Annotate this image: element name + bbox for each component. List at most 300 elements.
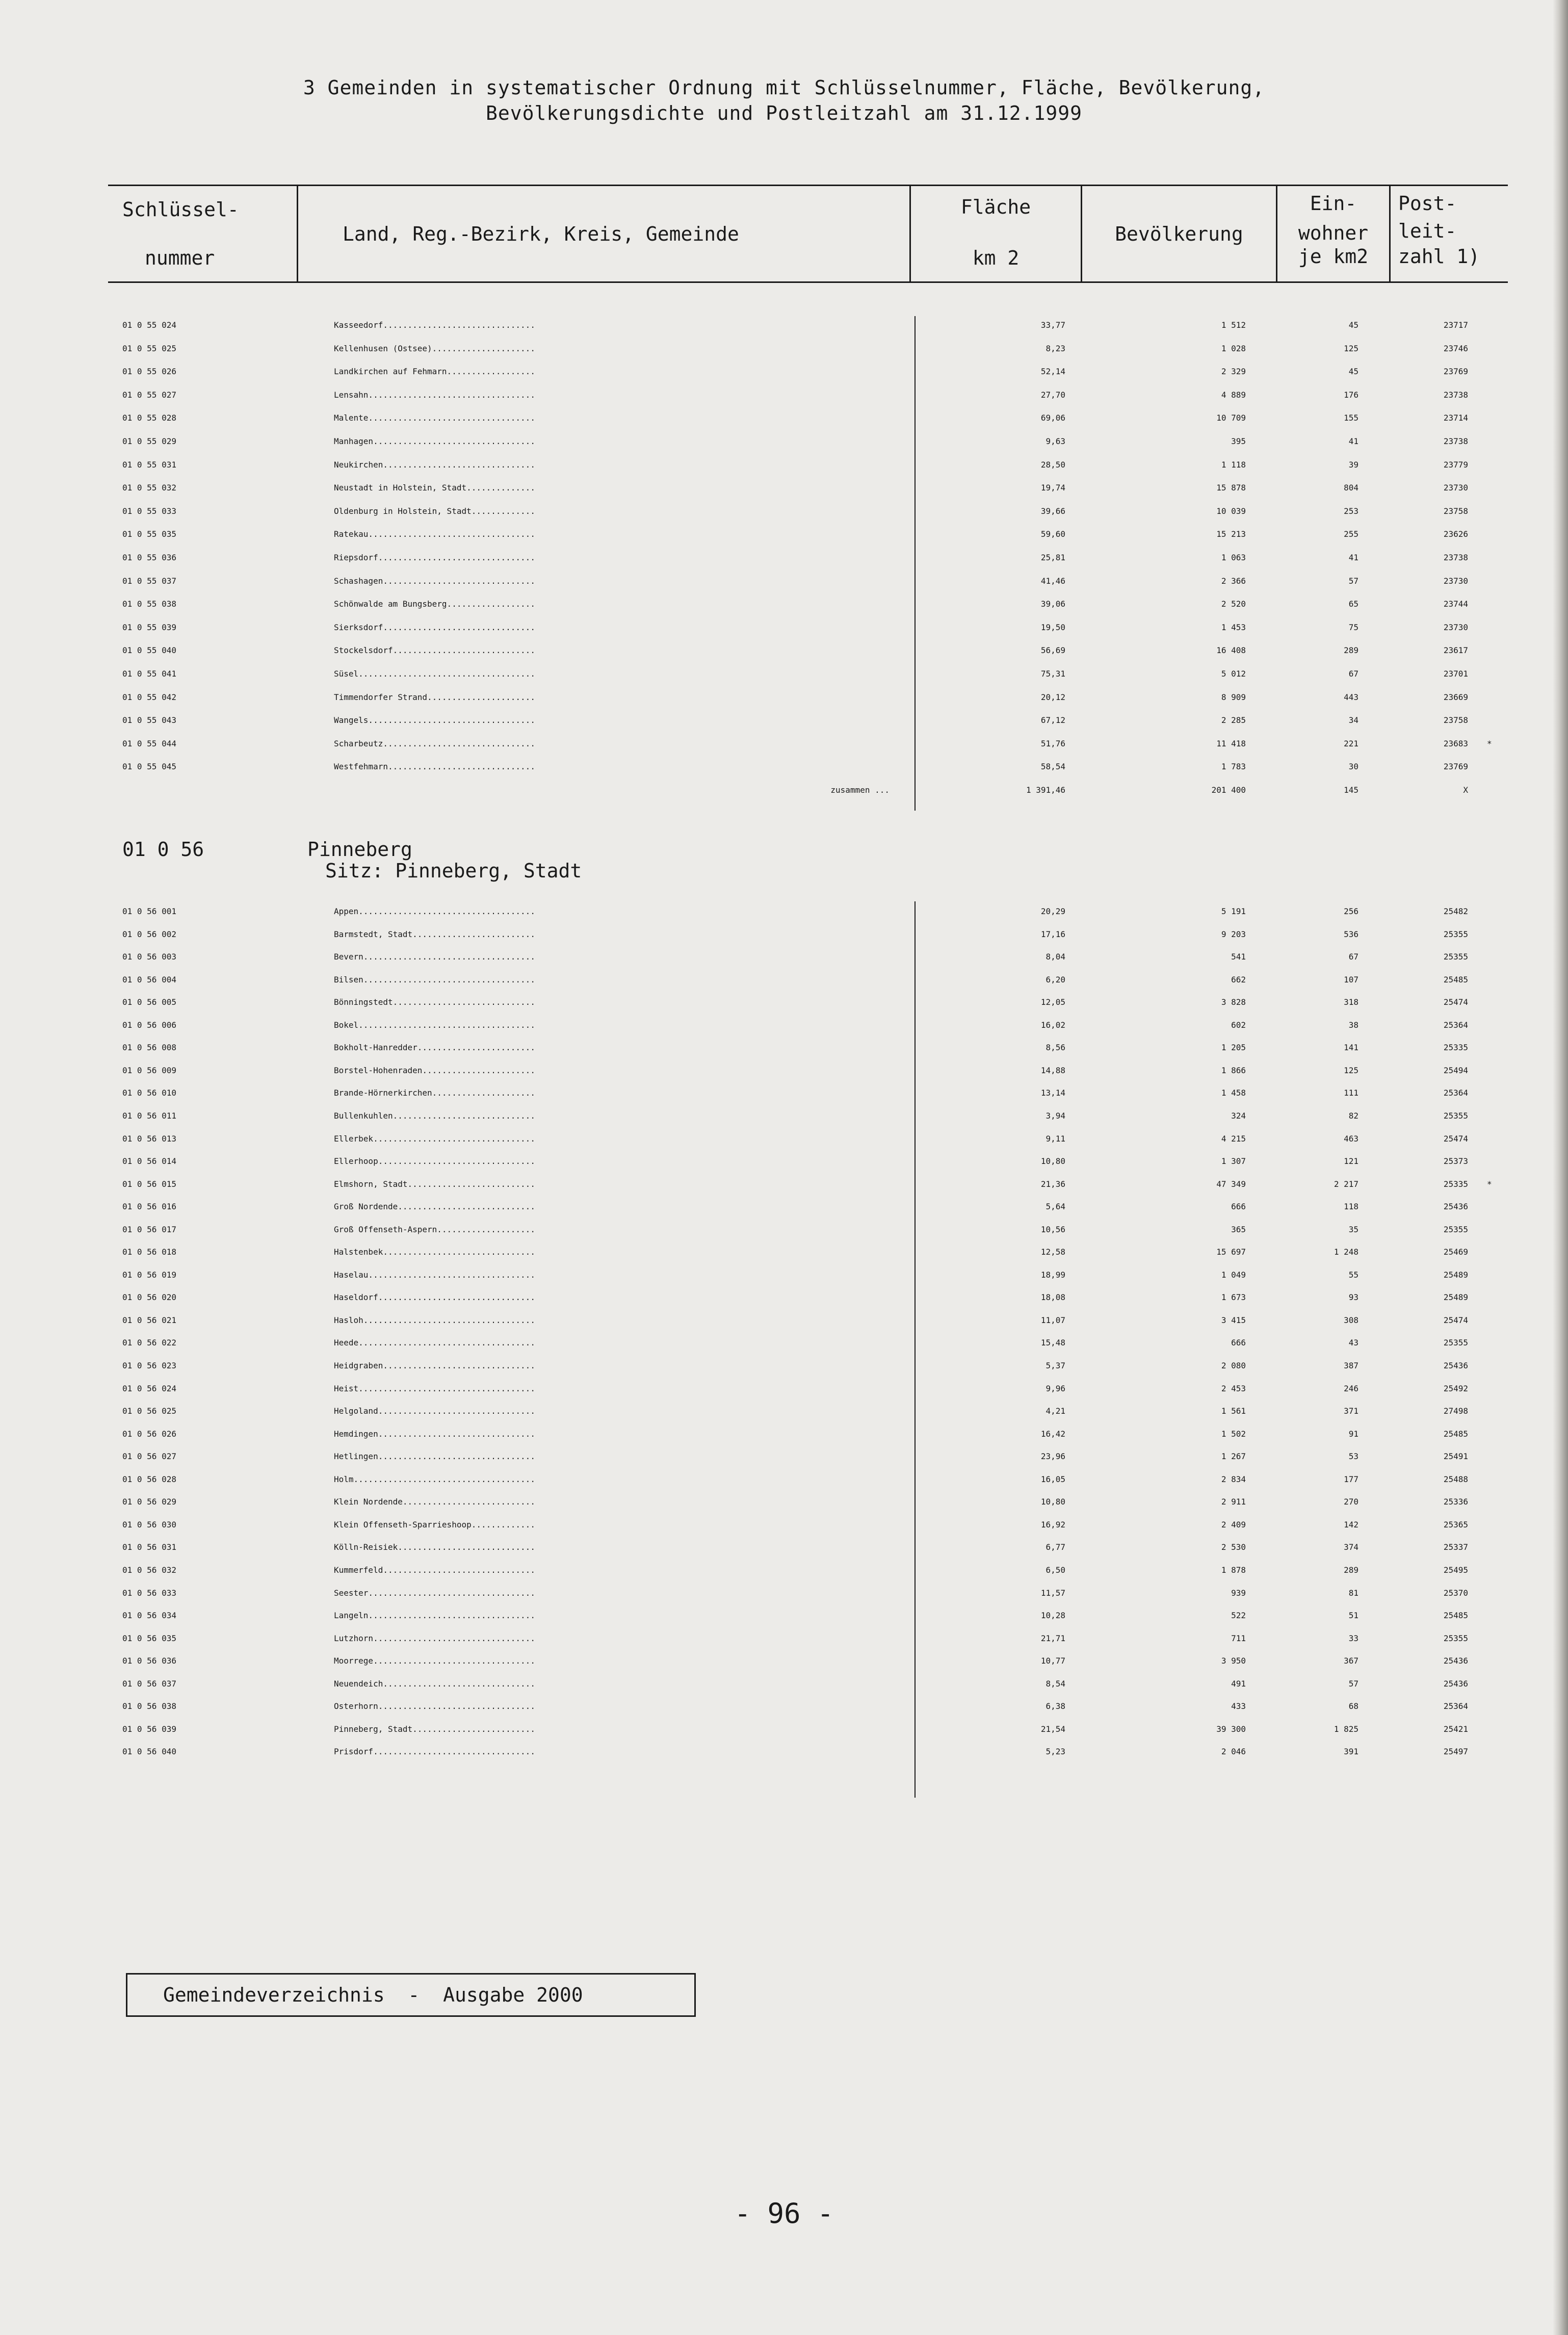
total-density: 145 — [1344, 785, 1358, 795]
key-cell: 01 0 56 014 — [122, 1156, 176, 1166]
key-cell: 01 0 56 018 — [122, 1247, 176, 1257]
area-cell: 11,07 — [1040, 1315, 1065, 1325]
population-cell: 9 203 — [1221, 929, 1246, 939]
population-cell: 4 889 — [1221, 390, 1246, 400]
key-cell: 01 0 55 045 — [122, 762, 176, 772]
density-cell: 121 — [1344, 1156, 1358, 1166]
population-cell: 1 512 — [1221, 320, 1246, 330]
key-cell: 01 0 55 025 — [122, 343, 176, 353]
population-cell: 1 673 — [1221, 1292, 1246, 1303]
header-divider — [297, 185, 298, 283]
name-cell: Barmstedt, Stadt......................... — [334, 929, 535, 939]
postcode-cell: 25489 — [1443, 1292, 1468, 1303]
area-cell: 58,54 — [1040, 762, 1065, 772]
key-cell: 01 0 56 040 — [122, 1747, 176, 1757]
postcode-cell: 23714 — [1443, 413, 1468, 423]
population-cell: 2 285 — [1221, 715, 1246, 725]
population-cell: 16 408 — [1216, 645, 1246, 656]
area-cell: 75,31 — [1040, 669, 1065, 679]
postcode-cell: 27498 — [1443, 1406, 1468, 1416]
postcode-cell: 25335 — [1443, 1179, 1468, 1189]
population-cell: 39 300 — [1216, 1724, 1246, 1734]
key-cell: 01 0 55 032 — [122, 483, 176, 493]
postcode-cell: 25364 — [1443, 1088, 1468, 1098]
postcode-cell: 25364 — [1443, 1020, 1468, 1030]
population-cell: 3 415 — [1221, 1315, 1246, 1325]
density-cell: 38 — [1348, 1020, 1358, 1030]
population-cell: 1 453 — [1221, 622, 1246, 632]
key-cell: 01 0 55 024 — [122, 320, 176, 330]
key-cell: 01 0 56 027 — [122, 1451, 176, 1462]
postcode-cell: 23730 — [1443, 622, 1468, 632]
name-cell: Lutzhorn................................. — [334, 1633, 535, 1643]
postcode-cell: 25482 — [1443, 906, 1468, 916]
page-title-line-2: Bevölkerungsdichte und Postleitzahl am 31.12.1999 — [485, 102, 1083, 124]
area-cell: 21,36 — [1040, 1179, 1065, 1189]
table-row — [0, 1104, 1568, 1128]
area-cell: 10,80 — [1040, 1156, 1065, 1166]
key-cell: 01 0 56 016 — [122, 1202, 176, 1212]
density-cell: 253 — [1344, 506, 1358, 516]
table-row — [0, 1309, 1568, 1332]
area-cell: 17,16 — [1040, 929, 1065, 939]
population-cell: 1 783 — [1221, 762, 1246, 772]
postcode-cell: 23617 — [1443, 645, 1468, 656]
area-cell: 9,96 — [1046, 1383, 1065, 1393]
table-row — [0, 360, 1568, 383]
population-cell: 2 366 — [1221, 576, 1246, 586]
table-row — [0, 1604, 1568, 1627]
population-cell: 541 — [1231, 952, 1246, 962]
population-cell: 711 — [1231, 1633, 1246, 1643]
area-cell: 18,08 — [1040, 1292, 1065, 1303]
key-cell: 01 0 55 037 — [122, 576, 176, 586]
name-cell: Bilsen................................... — [334, 974, 535, 984]
population-cell: 2 911 — [1221, 1497, 1246, 1507]
postcode-cell: 23730 — [1443, 576, 1468, 586]
area-cell: 18,99 — [1040, 1269, 1065, 1280]
density-cell: 45 — [1348, 367, 1358, 377]
density-cell: 1 825 — [1334, 1724, 1358, 1734]
header-flaeche-1: Fläche — [960, 196, 1031, 218]
density-cell: 33 — [1348, 1633, 1358, 1643]
postcode-cell: 25421 — [1443, 1724, 1468, 1734]
density-cell: 1 248 — [1334, 1247, 1358, 1257]
population-cell: 1 307 — [1221, 1156, 1246, 1166]
density-cell: 463 — [1344, 1133, 1358, 1144]
population-cell: 3 950 — [1221, 1656, 1246, 1666]
name-cell: Kummerfeld............................... — [334, 1565, 535, 1575]
postcode-cell: 23738 — [1443, 436, 1468, 446]
key-cell: 01 0 55 028 — [122, 413, 176, 423]
table-row — [0, 1468, 1568, 1491]
postcode-cell: 25474 — [1443, 997, 1468, 1007]
population-cell: 1 502 — [1221, 1429, 1246, 1439]
density-cell: 111 — [1344, 1088, 1358, 1098]
postcode-cell: 25485 — [1443, 1429, 1468, 1439]
population-cell: 1 458 — [1221, 1088, 1246, 1098]
area-cell: 39,66 — [1040, 506, 1065, 516]
name-cell: Bokel.................................... — [334, 1020, 535, 1030]
population-cell: 11 418 — [1216, 738, 1246, 748]
population-cell: 1 267 — [1221, 1451, 1246, 1462]
area-cell: 11,57 — [1040, 1588, 1065, 1598]
header-divider — [1389, 185, 1391, 283]
key-cell: 01 0 56 026 — [122, 1429, 176, 1439]
key-cell: 01 0 56 033 — [122, 1588, 176, 1598]
key-cell: 01 0 56 009 — [122, 1065, 176, 1075]
population-cell: 433 — [1231, 1701, 1246, 1711]
area-cell: 59,60 — [1040, 529, 1065, 539]
area-cell: 10,80 — [1040, 1497, 1065, 1507]
postcode-cell: 25494 — [1443, 1065, 1468, 1075]
name-cell: Neuendeich............................... — [334, 1678, 535, 1689]
population-cell: 3 828 — [1221, 997, 1246, 1007]
population-cell: 666 — [1231, 1338, 1246, 1348]
district-seat: Sitz: Pinneberg, Stadt — [325, 860, 582, 882]
name-cell: Brande-Hörnerkirchen..................... — [334, 1088, 535, 1098]
name-cell: Moorrege................................. — [334, 1656, 535, 1666]
table-row — [0, 337, 1568, 360]
density-cell: 118 — [1344, 1202, 1358, 1212]
table-row — [0, 1377, 1568, 1400]
area-cell: 19,74 — [1040, 483, 1065, 493]
area-cell: 5,64 — [1046, 1202, 1065, 1212]
name-cell: Schönwalde am Bungsberg.................. — [334, 599, 535, 609]
header-schluessel-2: nummer — [145, 247, 215, 269]
population-cell: 5 191 — [1221, 906, 1246, 916]
density-cell: 177 — [1344, 1474, 1358, 1484]
postcode-cell: 25497 — [1443, 1747, 1468, 1757]
density-cell: 81 — [1348, 1588, 1358, 1598]
postcode-cell: 25469 — [1443, 1247, 1468, 1257]
total-row — [0, 779, 1568, 802]
density-cell: 125 — [1344, 343, 1358, 353]
key-cell: 01 0 55 040 — [122, 645, 176, 656]
postcode-cell: 25485 — [1443, 974, 1468, 984]
population-cell: 324 — [1231, 1110, 1246, 1121]
area-cell: 23,96 — [1040, 1451, 1065, 1462]
density-cell: 125 — [1344, 1065, 1358, 1075]
table-row — [0, 1081, 1568, 1105]
name-cell: Langeln.................................. — [334, 1611, 535, 1621]
key-cell: 01 0 56 028 — [122, 1474, 176, 1484]
name-cell: Prisdorf................................. — [334, 1747, 535, 1757]
area-cell: 6,38 — [1046, 1701, 1065, 1711]
density-cell: 804 — [1344, 483, 1358, 493]
density-cell: 57 — [1348, 576, 1358, 586]
population-cell: 2 453 — [1221, 1383, 1246, 1393]
density-cell: 318 — [1344, 997, 1358, 1007]
area-cell: 6,20 — [1046, 974, 1065, 984]
header-top-rule — [108, 185, 1508, 186]
key-cell: 01 0 56 008 — [122, 1043, 176, 1053]
key-cell: 01 0 56 023 — [122, 1361, 176, 1370]
postcode-cell: 25436 — [1443, 1656, 1468, 1666]
density-cell: 155 — [1344, 413, 1358, 423]
name-cell: Sierksdorf............................... — [334, 622, 535, 632]
name-cell: Neukirchen............................... — [334, 459, 535, 470]
header-flaeche-2: km 2 — [972, 247, 1020, 269]
key-cell: 01 0 56 019 — [122, 1269, 176, 1280]
table-row — [0, 1445, 1568, 1468]
table-row — [0, 1218, 1568, 1241]
district-key: 01 0 56 — [122, 838, 204, 861]
postcode-cell: 25335 — [1443, 1043, 1468, 1053]
area-cell: 21,54 — [1040, 1724, 1065, 1734]
area-cell: 33,77 — [1040, 320, 1065, 330]
name-cell: Elmshorn, Stadt.......................... — [334, 1179, 535, 1189]
table-row — [0, 1513, 1568, 1537]
key-cell: 01 0 56 020 — [122, 1292, 176, 1303]
header-name: Land, Reg.-Bezirk, Kreis, Gemeinde — [343, 223, 739, 245]
density-cell: 255 — [1344, 529, 1358, 539]
key-cell: 01 0 56 034 — [122, 1611, 176, 1621]
table-row — [0, 1399, 1568, 1423]
population-cell: 395 — [1231, 436, 1246, 446]
population-cell: 2 409 — [1221, 1519, 1246, 1529]
table-row — [0, 569, 1568, 593]
name-cell: Ratekau.................................. — [334, 529, 535, 539]
name-cell: Stockelsdorf............................. — [334, 645, 535, 656]
postcode-cell: 23730 — [1443, 483, 1468, 493]
population-cell: 1 118 — [1221, 459, 1246, 470]
area-cell: 56,69 — [1040, 645, 1065, 656]
density-cell: 367 — [1344, 1656, 1358, 1666]
area-cell: 69,06 — [1040, 413, 1065, 423]
population-cell: 2 520 — [1221, 599, 1246, 609]
table-row — [0, 500, 1568, 523]
table-row — [0, 1354, 1568, 1378]
header-schluessel-1: Schlüssel- — [122, 198, 239, 221]
name-cell: Appen.................................... — [334, 906, 535, 916]
population-cell: 1 866 — [1221, 1065, 1246, 1075]
table-row — [0, 1059, 1568, 1082]
population-cell: 1 205 — [1221, 1043, 1246, 1053]
area-cell: 4,21 — [1046, 1406, 1065, 1416]
density-cell: 270 — [1344, 1497, 1358, 1507]
key-cell: 01 0 55 043 — [122, 715, 176, 725]
area-cell: 9,63 — [1046, 436, 1065, 446]
key-cell: 01 0 56 036 — [122, 1656, 176, 1666]
population-cell: 10 709 — [1216, 413, 1246, 423]
table-row — [0, 1014, 1568, 1037]
postcode-cell: 25355 — [1443, 1633, 1468, 1643]
area-cell: 27,70 — [1040, 390, 1065, 400]
table-row — [0, 968, 1568, 992]
table-row — [0, 1627, 1568, 1650]
density-cell: 221 — [1344, 738, 1358, 748]
name-cell: Heede.................................... — [334, 1338, 535, 1348]
area-cell: 8,56 — [1046, 1043, 1065, 1053]
key-cell: 01 0 56 038 — [122, 1701, 176, 1711]
key-cell: 01 0 56 032 — [122, 1565, 176, 1575]
density-cell: 57 — [1348, 1678, 1358, 1689]
total-postcode: X — [1463, 785, 1468, 795]
key-cell: 01 0 56 037 — [122, 1678, 176, 1689]
table-row — [0, 1263, 1568, 1287]
key-cell: 01 0 55 044 — [122, 738, 176, 748]
area-cell: 8,04 — [1046, 952, 1065, 962]
table-row — [0, 592, 1568, 616]
density-cell: 55 — [1348, 1269, 1358, 1280]
key-cell: 01 0 56 004 — [122, 974, 176, 984]
name-cell: Borstel-Hohenraden....................... — [334, 1065, 535, 1075]
population-cell: 10 039 — [1216, 506, 1246, 516]
table-row — [0, 406, 1568, 430]
density-cell: 536 — [1344, 929, 1358, 939]
name-cell: Timmendorfer Strand...................... — [334, 692, 535, 702]
name-cell: Neustadt in Holstein, Stadt.............. — [334, 483, 535, 493]
density-cell: 308 — [1344, 1315, 1358, 1325]
postcode-cell: 23769 — [1443, 367, 1468, 377]
area-cell: 41,46 — [1040, 576, 1065, 586]
density-cell: 142 — [1344, 1519, 1358, 1529]
area-cell: 67,12 — [1040, 715, 1065, 725]
header-bevoelkerung: Bevölkerung — [1115, 223, 1243, 245]
postcode-cell: 25436 — [1443, 1202, 1468, 1212]
area-cell: 51,76 — [1040, 738, 1065, 748]
table-row — [0, 546, 1568, 569]
postcode-cell: 25485 — [1443, 1611, 1468, 1621]
postcode-cell: 25336 — [1443, 1497, 1468, 1507]
density-cell: 176 — [1344, 390, 1358, 400]
population-cell: 2 834 — [1221, 1474, 1246, 1484]
population-cell: 47 349 — [1216, 1179, 1246, 1189]
area-cell: 13,14 — [1040, 1088, 1065, 1098]
postcode-cell: 23669 — [1443, 692, 1468, 702]
density-cell: 35 — [1348, 1224, 1358, 1234]
header-plz-2: leit- — [1398, 220, 1457, 242]
postcode-cell: 25355 — [1443, 929, 1468, 939]
name-cell: Groß Offenseth-Aspern.................... — [334, 1224, 535, 1234]
population-cell: 522 — [1231, 1611, 1246, 1621]
area-cell: 10,56 — [1040, 1224, 1065, 1234]
density-cell: 53 — [1348, 1451, 1358, 1462]
density-cell: 246 — [1344, 1383, 1358, 1393]
key-cell: 01 0 56 025 — [122, 1406, 176, 1416]
key-cell: 01 0 56 005 — [122, 997, 176, 1007]
postcode-cell: 25337 — [1443, 1542, 1468, 1552]
name-cell: Holm..................................... — [334, 1474, 535, 1484]
name-cell: Haselau.................................. — [334, 1269, 535, 1280]
density-cell: 443 — [1344, 692, 1358, 702]
table-row — [0, 314, 1568, 337]
name-cell: Hasloh................................... — [334, 1315, 535, 1325]
density-cell: 34 — [1348, 715, 1358, 725]
area-cell: 25,81 — [1040, 553, 1065, 562]
name-cell: Kölln-Reisiek............................ — [334, 1542, 535, 1552]
name-cell: Hetlingen................................ — [334, 1451, 535, 1462]
key-cell: 01 0 56 011 — [122, 1110, 176, 1121]
area-cell: 8,23 — [1046, 343, 1065, 353]
density-cell: 256 — [1344, 906, 1358, 916]
area-cell: 19,50 — [1040, 622, 1065, 632]
name-cell: Oldenburg in Holstein, Stadt............. — [334, 506, 535, 516]
population-cell: 666 — [1231, 1202, 1246, 1212]
key-cell: 01 0 55 029 — [122, 436, 176, 446]
area-cell: 6,77 — [1046, 1542, 1065, 1552]
name-cell: Heist.................................... — [334, 1383, 535, 1393]
name-cell: Scharbeutz............................... — [334, 738, 535, 748]
area-cell: 20,12 — [1040, 692, 1065, 702]
postcode-cell: 25489 — [1443, 1269, 1468, 1280]
table-row — [0, 1695, 1568, 1718]
area-cell: 20,29 — [1040, 906, 1065, 916]
footnote-marker: * — [1487, 738, 1492, 748]
postcode-cell: 23746 — [1443, 343, 1468, 353]
density-cell: 65 — [1348, 599, 1358, 609]
header-bottom-rule — [108, 281, 1508, 283]
population-cell: 939 — [1231, 1588, 1246, 1598]
key-cell: 01 0 55 041 — [122, 669, 176, 679]
name-cell: Süsel.................................... — [334, 669, 535, 679]
area-cell: 12,05 — [1040, 997, 1065, 1007]
population-cell: 365 — [1231, 1224, 1246, 1234]
postcode-cell: 25436 — [1443, 1361, 1468, 1370]
table-row — [0, 1286, 1568, 1309]
density-cell: 68 — [1348, 1701, 1358, 1711]
density-cell: 39 — [1348, 459, 1358, 470]
area-cell: 12,58 — [1040, 1247, 1065, 1257]
population-cell: 2 046 — [1221, 1747, 1246, 1757]
table-row — [0, 1649, 1568, 1673]
table-row — [0, 1036, 1568, 1059]
page-title-line-1: 3 Gemeinden in systematischer Ordnung mit Schlüsselnummer, Fläche, Bevölkerung, — [303, 76, 1265, 99]
postcode-cell: 25355 — [1443, 952, 1468, 962]
table-row — [0, 1173, 1568, 1196]
name-cell: Osterhorn................................ — [334, 1701, 535, 1711]
area-cell: 3,94 — [1046, 1110, 1065, 1121]
key-cell: 01 0 55 033 — [122, 506, 176, 516]
area-cell: 8,54 — [1046, 1678, 1065, 1689]
name-cell: Halstenbek............................... — [334, 1247, 535, 1257]
name-cell: Schashagen............................... — [334, 576, 535, 586]
table-row — [0, 383, 1568, 407]
population-cell: 15 213 — [1216, 529, 1246, 539]
density-cell: 30 — [1348, 762, 1358, 772]
density-cell: 391 — [1344, 1747, 1358, 1757]
table-row — [0, 616, 1568, 639]
name-cell: Hemdingen................................ — [334, 1429, 535, 1439]
population-cell: 15 697 — [1216, 1247, 1246, 1257]
postcode-cell: 23758 — [1443, 506, 1468, 516]
key-cell: 01 0 55 038 — [122, 599, 176, 609]
name-cell: Bokholt-Hanredder........................ — [334, 1043, 535, 1053]
population-cell: 491 — [1231, 1678, 1246, 1689]
key-cell: 01 0 56 002 — [122, 929, 176, 939]
name-cell: Westfehmarn.............................. — [334, 762, 535, 772]
table-row — [0, 923, 1568, 946]
postcode-cell: 25488 — [1443, 1474, 1468, 1484]
name-cell: Ellerbek................................. — [334, 1133, 535, 1144]
density-cell: 45 — [1348, 320, 1358, 330]
header-plz-1: Post- — [1398, 192, 1457, 215]
table-row — [0, 709, 1568, 732]
table-row — [0, 1718, 1568, 1741]
postcode-cell: 23717 — [1443, 320, 1468, 330]
postcode-cell: 25370 — [1443, 1588, 1468, 1598]
name-cell: Heidgraben............................... — [334, 1361, 535, 1370]
postcode-cell: 25355 — [1443, 1224, 1468, 1234]
key-cell: 01 0 56 013 — [122, 1133, 176, 1144]
area-cell: 16,42 — [1040, 1429, 1065, 1439]
name-cell: Manhagen................................. — [334, 436, 535, 446]
key-cell: 01 0 55 031 — [122, 459, 176, 470]
density-cell: 374 — [1344, 1542, 1358, 1552]
postcode-cell: 23626 — [1443, 529, 1468, 539]
table-row — [0, 1331, 1568, 1355]
